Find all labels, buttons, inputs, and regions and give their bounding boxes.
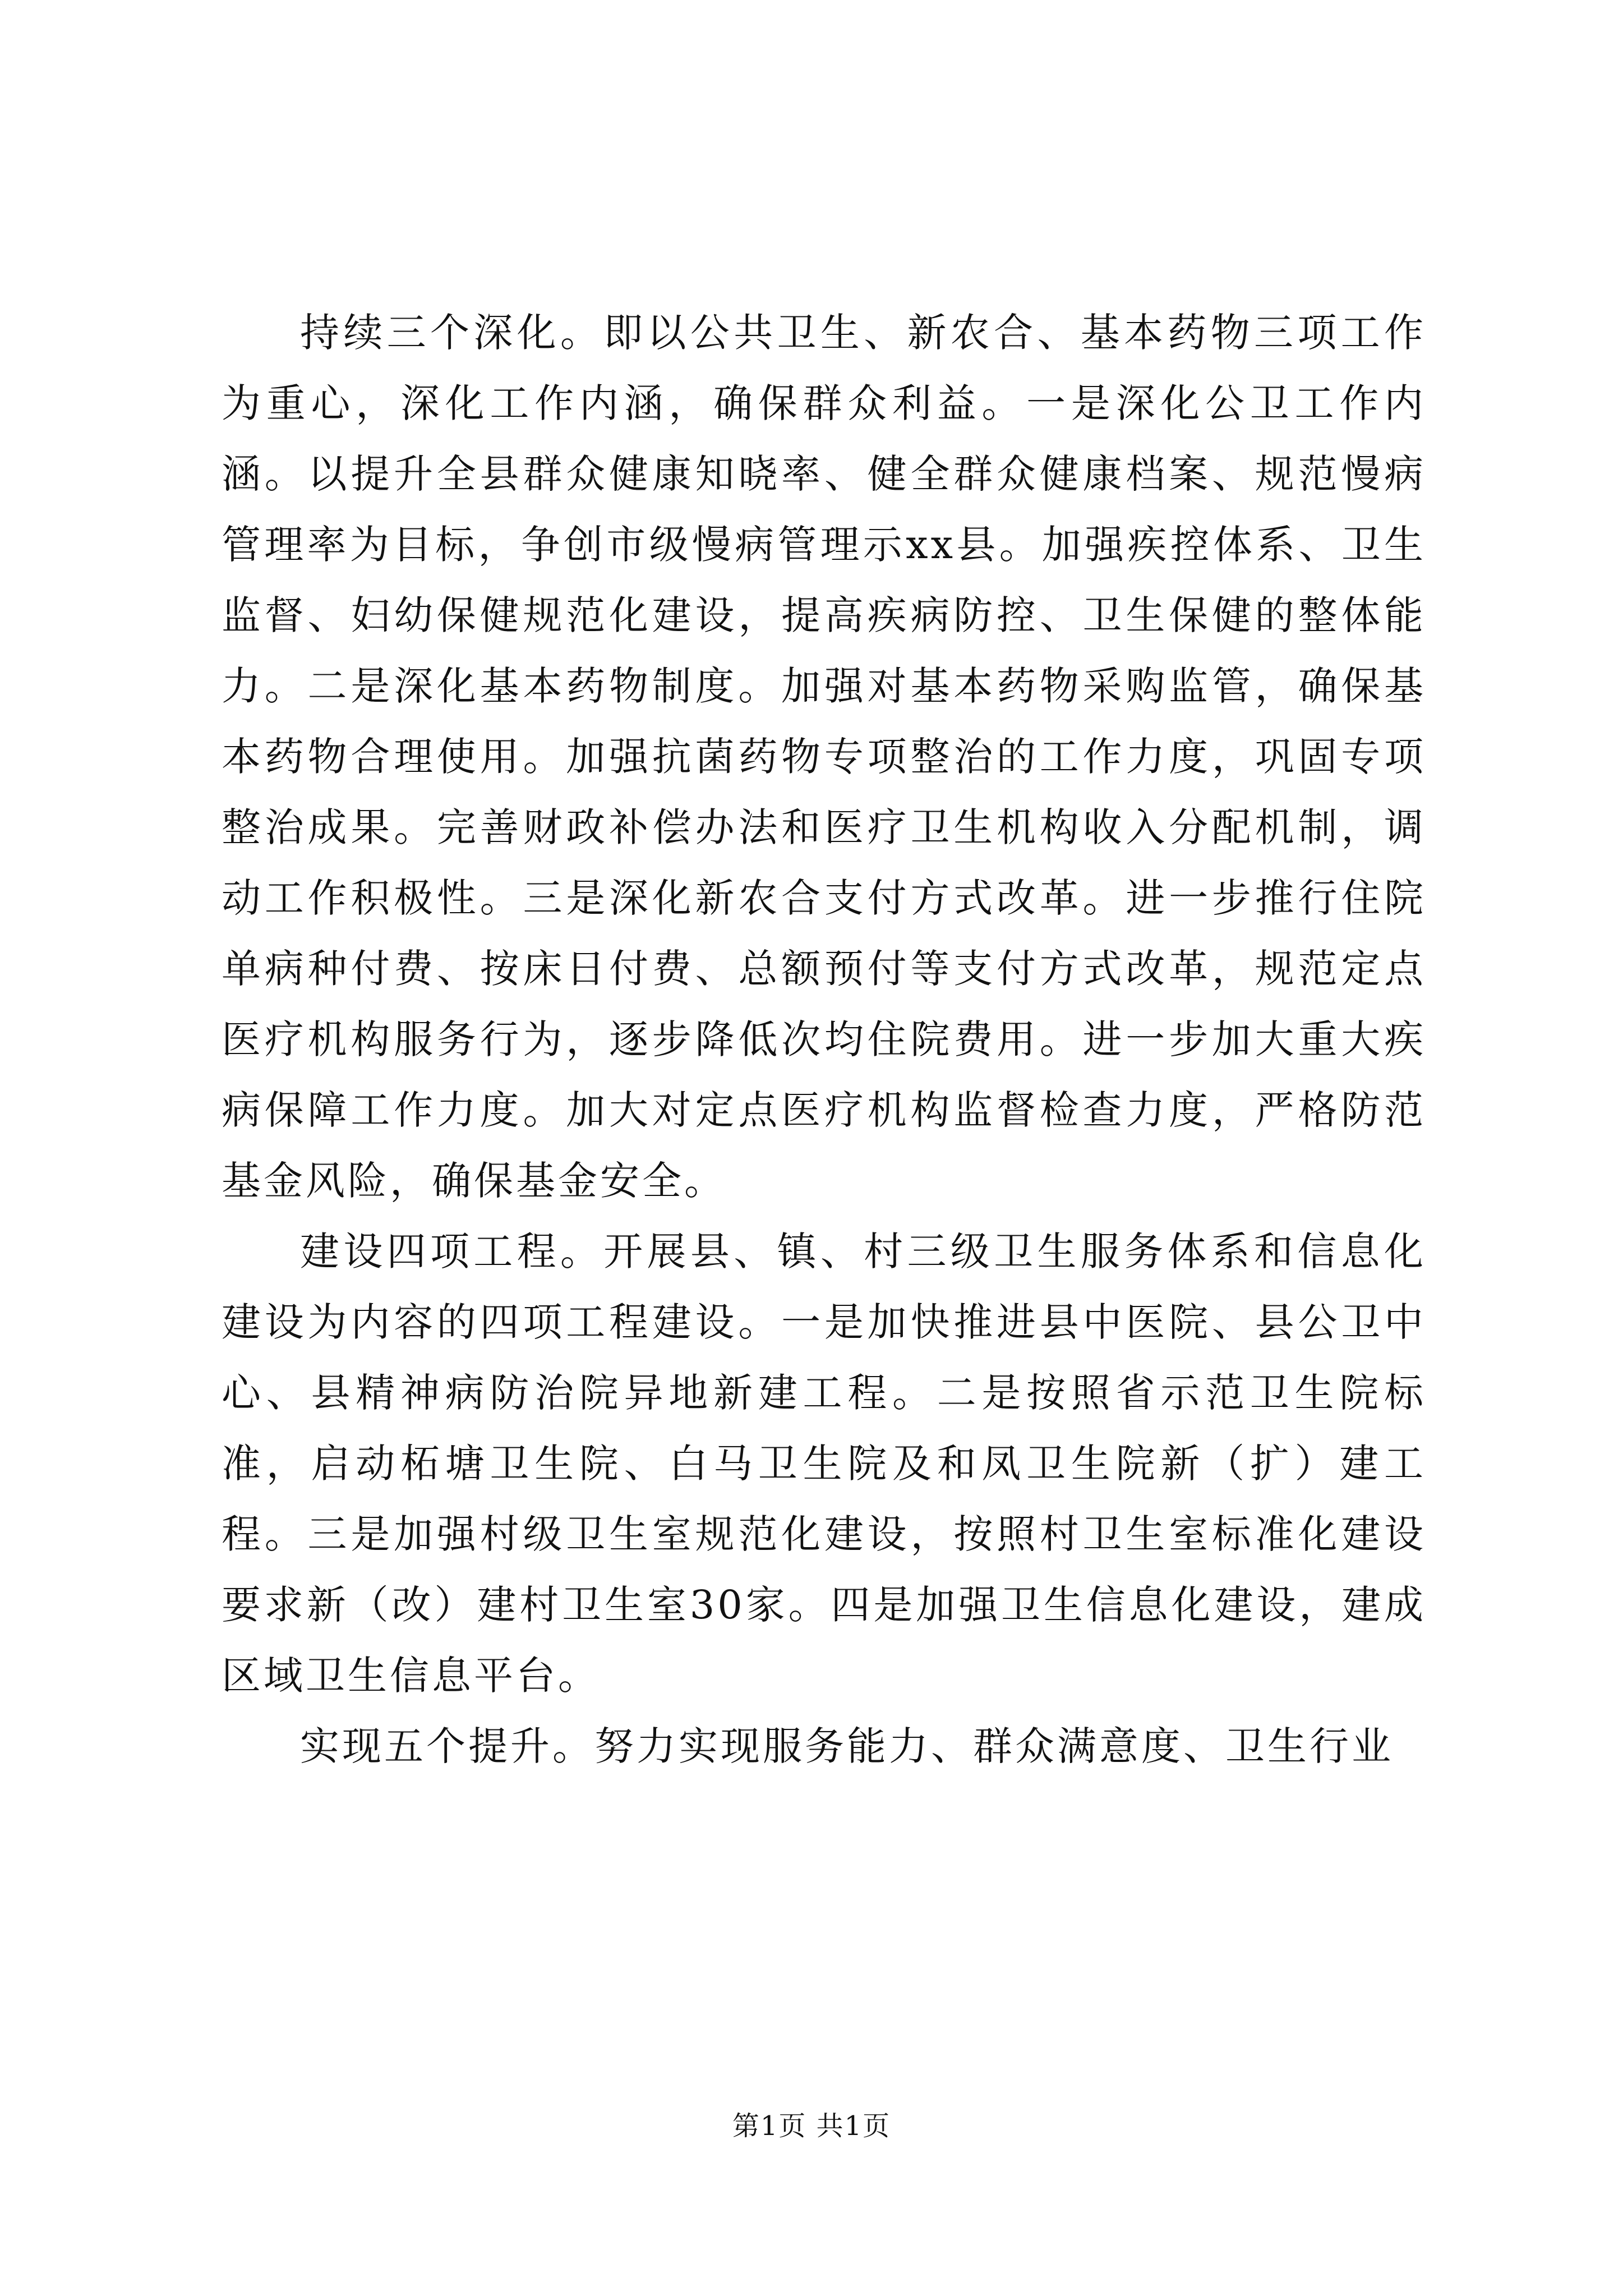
- paragraph-projects: 建设四项工程。开展县、镇、村三级卫生服务体系和信息化建设为内容的四项工程建设。一是加快推进县中医院、县公卫中心、县精神病防治院异地新建工程。二是按照省示范卫生院标准，启动柘塘卫生院、白马卫生院及和凤卫生院新（扩）建工程。三是加强村级卫生室规范化建设，按照村卫生室标准化建设要求新（改）建村卫生室30家。四是加强卫生信息化建设，建成区域卫生信息平台。: [222, 1228, 1426, 1699]
- page-number-footer: 第1页 共1页: [732, 2110, 891, 2142]
- document-body: [222, 297, 1426, 1782]
- paragraph-deepening: 持续三个深化。即以公共卫生、新农合、基本药物三项工作为重心，深化工作内涵，确保群众利益。一是深化公卫工作内涵。以提升全县群众健康知晓率、健全群众健康档案、规范慢病管理率为目标，争创市级慢病管理示xx县。加强疾控体系、卫生监督、妇幼保健规范化建设，提高疾病防控、卫生保健的整体能力。二是深化基本药物制度。加强对基本药物采购监管，确保基本药物合理使用。加强抗菌药物专项整治的工作力度，巩固专项整治成果。完善财政补偿办法和医疗卫生机构收入分配机制，调动工作积极性。三是深化新农合支付方式改革。进一步推行住院单病种付费、按床日付费、总额预付等支付方式改革，规范定点医疗机构服务行为，逐步降低次均住院费用。进一步加大重大疾病保障工作力度。加大对定点医疗机构监督检查力度，严格防范基金风险，确保基金安全。: [222, 310, 1426, 1204]
- paragraph-improvements: 实现五个提升。努力实现服务能力、群众满意度、卫生行业: [300, 1723, 1394, 1769]
